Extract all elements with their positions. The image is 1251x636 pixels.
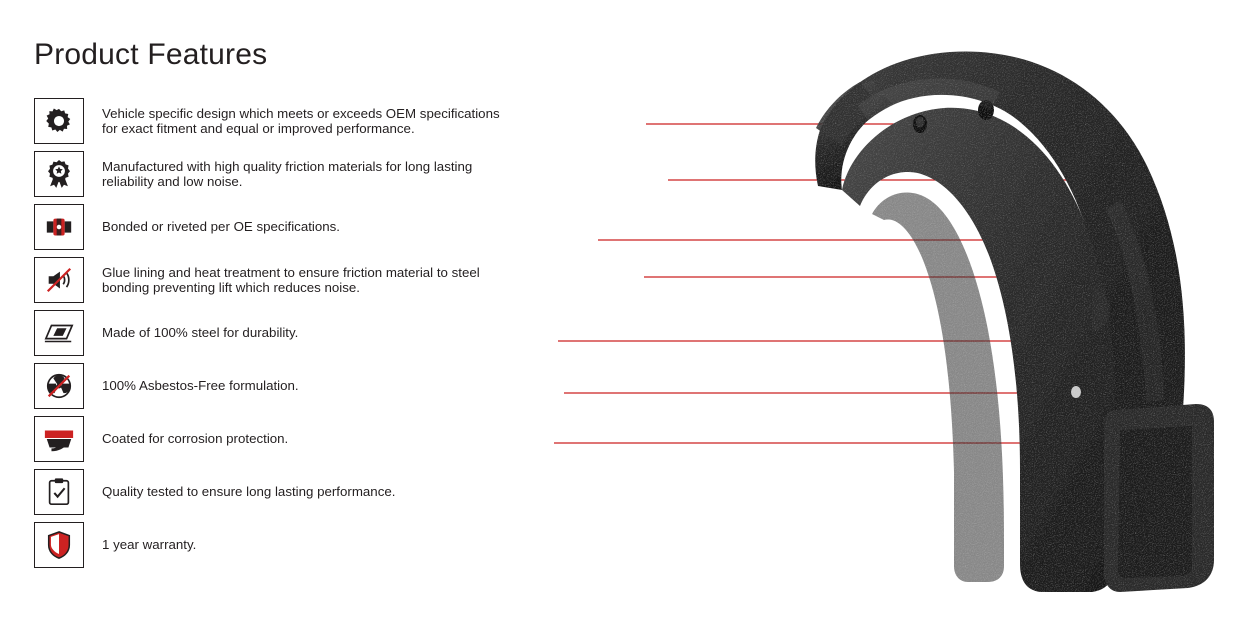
list-item — [34, 416, 504, 462]
list-item — [34, 363, 504, 409]
list-item — [34, 310, 504, 356]
feature-text: 1 year warranty. — [102, 537, 197, 553]
feature-text: Glue lining and heat treatment to ensure friction material to steel bonding preventing lift which reduces noise. — [102, 264, 480, 295]
list-item — [34, 151, 504, 197]
steel-plate-icon — [34, 310, 84, 356]
award-ribbon-icon — [34, 151, 84, 197]
features-list — [34, 98, 504, 575]
brake-shoe-photo — [520, 0, 1251, 636]
feature-text: 100% Asbestos-Free formulation. — [102, 378, 299, 394]
list-item — [34, 204, 504, 250]
list-item — [34, 469, 504, 515]
shield-warranty-icon — [34, 522, 84, 568]
feature-text: Coated for corrosion protection. — [102, 431, 289, 447]
feature-text: Made of 100% steel for durability. — [102, 325, 299, 341]
no-noise-icon — [34, 257, 84, 303]
list-item — [34, 98, 504, 144]
clipboard-check-icon — [34, 469, 84, 515]
page-title: Product Features — [34, 38, 268, 71]
no-asbestos-icon — [34, 363, 84, 409]
feature-text: Bonded or riveted per OE specifications. — [102, 219, 340, 235]
list-item — [34, 522, 504, 568]
feature-text: Quality tested to ensure long lasting performance. — [102, 484, 396, 500]
rivet-bond-icon — [34, 204, 84, 250]
gear-settings-icon — [34, 98, 84, 144]
list-item — [34, 257, 504, 303]
brake-shoe-body — [815, 51, 1214, 592]
features-column — [0, 0, 520, 636]
feature-text: Manufactured with high quality friction materials for long lasting reliability and low noise. — [102, 158, 473, 189]
paint-coating-icon — [34, 416, 84, 462]
feature-text: Vehicle specific design which meets or exceeds OEM specifications for exact fitment and equal or improved performance. — [102, 105, 500, 136]
